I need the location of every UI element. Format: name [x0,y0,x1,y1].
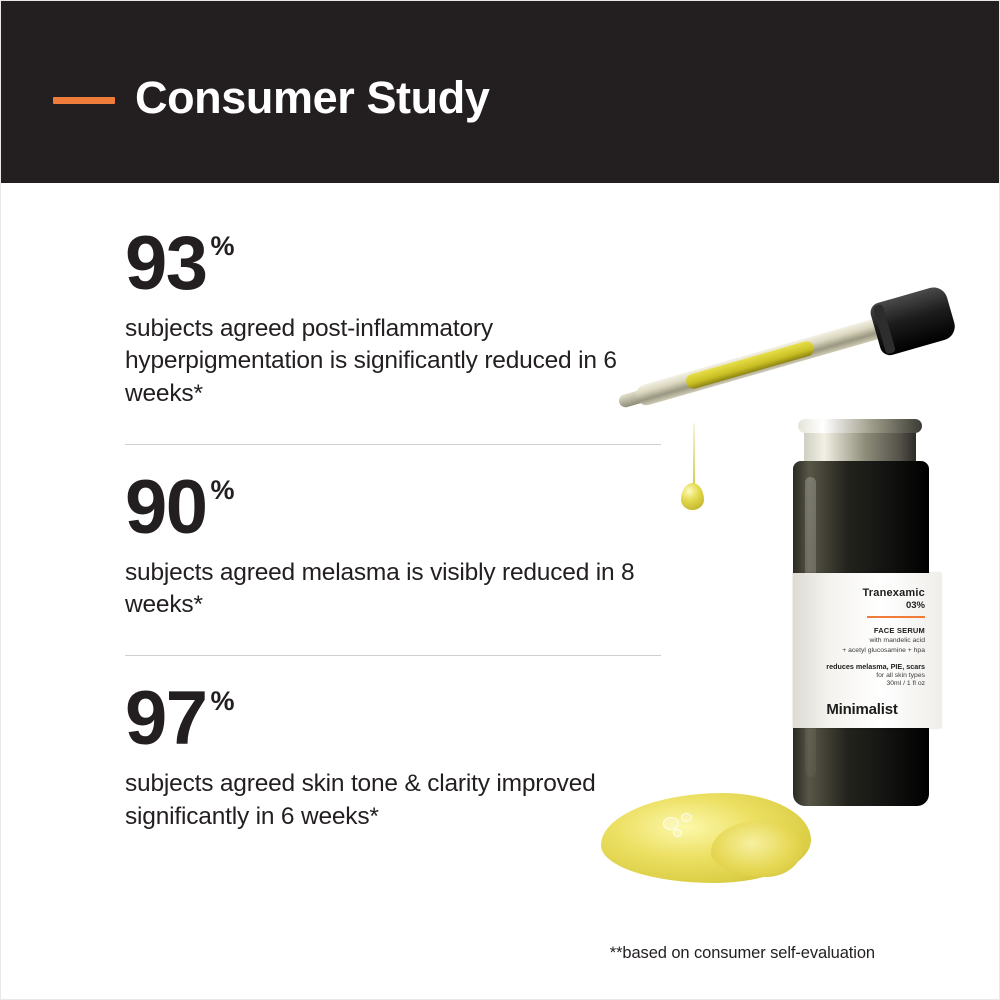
bottle-neck-lip [798,419,922,433]
stat-value-row-2 [125,464,665,550]
label-product-type: FACE SERUM [873,626,925,636]
label-size: 30ml / 1 fl oz [886,680,925,688]
label-concentration: 03% [905,600,925,612]
stat-divider-1 [125,444,661,445]
stat-unit-1: % [210,231,235,261]
label-ingredients-line-2: + acetyl glucosamine + hpa [842,647,925,655]
stat-value-row-1 [125,221,665,306]
label-accent-rule-icon [867,616,925,618]
stat-item-3 [125,676,665,833]
serum-drip-stream [693,423,695,485]
label-product-name: Tranexamic [862,587,925,599]
footnote-text: **based on consumer self-evaluation [609,944,875,962]
label-brand-name: Minimalist [826,701,898,719]
label-claims: reduces melasma, PIE, scars [826,662,925,672]
accent-rule-icon [53,97,115,104]
serum-droplet [681,483,704,510]
label-ingredients-line-1: with mandelic acid [869,637,925,645]
stat-unit-3: % [210,686,235,717]
puddle-bubble-3 [673,829,682,837]
stat-number-2: 90 [125,464,207,550]
stat-item-1 [125,221,665,410]
puddle-bubble-2 [681,813,692,822]
product-label [793,573,941,728]
serum-puddle-secondary [711,821,803,877]
product-photo [601,301,1000,921]
label-skin-types: for all skin types [876,672,925,680]
stat-unit-2: % [210,474,235,505]
stat-number-1: 93 [125,221,207,306]
product-label-content [793,573,935,728]
pipette-oil-fill [685,340,816,391]
stat-description-3: subjects agreed skin tone & clarity improved significantly in 6 weeks* [125,770,596,830]
stat-number-3: 97 [125,676,207,762]
header-banner [1,1,1000,183]
page-title: Consumer Study [135,72,490,123]
dropper-pipette-icon [631,297,930,418]
stats-list [125,221,665,833]
stat-item-2 [125,464,665,622]
stat-description-2: subjects agreed melasma is visibly reduced in 8 weeks* [125,558,635,619]
stat-description-1: subjects agreed post-inflammatory hyperpigmentation is significantly reduced in 6 weeks* [125,314,617,407]
stat-value-row-3 [125,676,665,762]
stat-divider-2 [125,655,661,656]
